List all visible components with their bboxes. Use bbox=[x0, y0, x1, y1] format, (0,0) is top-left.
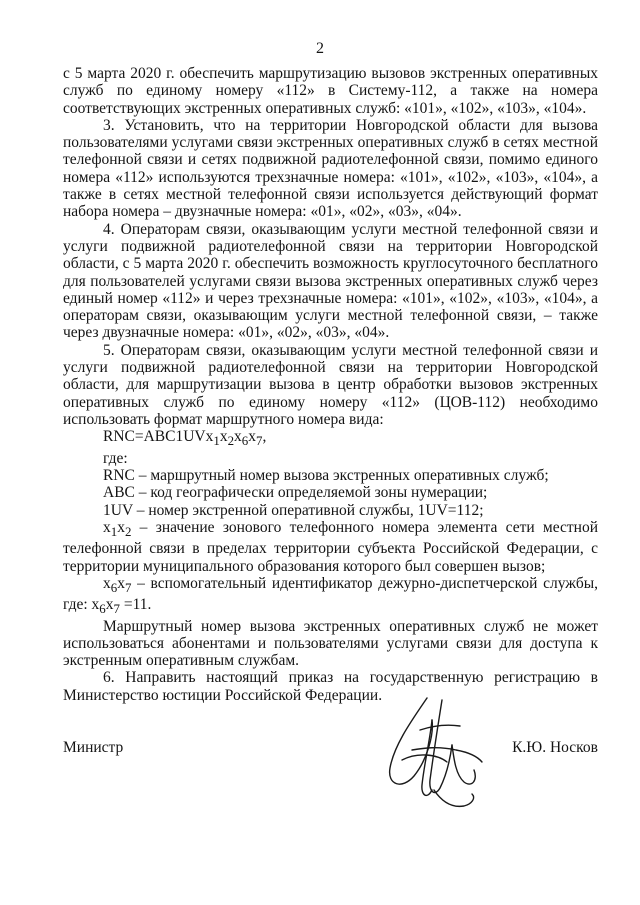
formula-prefix: RNC=ABC1UV bbox=[103, 428, 206, 446]
paragraph-continuation: с 5 марта 2020 г. обеспечить маршрутизацию вызовов экстренных оперативных служб по единому номеру «112» в Систему-112, а также на номера соответствующих экстренных оперативных служб: «101», «102», «103», «104». bbox=[63, 65, 598, 117]
paragraph-3: 3. Установить, что на территории Новгородской области для вызова пользователями услугами связи экстренных оперативных служб в сетях местной телефонной связи и сетях подвижной радиотелефонной связи, помимо единого номера «112» используются трехзначные номера: «101», «102», «103», «104», а также в сетях местной телефонной связи используется действующий формат набора номера – двузначные номера: «01», «02», «03», «04». bbox=[63, 116, 598, 221]
def-x6x7-text: – вспомогательный идентификатор дежурно-диспетчерской службы, где: bbox=[63, 574, 598, 614]
formula-sub-7: 7 bbox=[255, 433, 263, 449]
def-x1: x bbox=[103, 518, 111, 536]
routing-number-formula bbox=[63, 428, 598, 449]
paragraph-routing-note: Маршрутный номер вызова экстренных оперативных служб не может использоваться абонентами и пользователями услугами связи для доступа к экстренным оперативным службам. bbox=[63, 617, 598, 670]
def-sub-2: 2 bbox=[124, 523, 132, 539]
def-x7: x bbox=[117, 574, 125, 592]
def-x2: x bbox=[117, 518, 125, 536]
formula-sub-6: 6 bbox=[241, 433, 249, 449]
definition-x6x7 bbox=[63, 575, 598, 618]
def-x6-b: x bbox=[91, 596, 100, 614]
formula-sub-2: 2 bbox=[227, 433, 235, 449]
def-sub-1: 1 bbox=[110, 523, 118, 539]
paragraph-5: 5. Операторам связи, оказывающим услуги местной телефонной связи и услуги подвижной радиотелефонной связи на территории Новгородской области, для маршрутизации вызова в центр обработки вызовов экстренных оперативных служб по единому номеру «112» (ЦОВ-112) необходимо использовать формат маршрутного номера вида: bbox=[63, 341, 598, 428]
def-sub-6-b: 6 bbox=[99, 601, 106, 617]
formula-x2: x bbox=[219, 428, 228, 446]
def-sub-6: 6 bbox=[110, 579, 118, 595]
formula-x7: x bbox=[248, 428, 256, 446]
def-sub-7: 7 bbox=[124, 579, 132, 595]
def-x1x2-text: – значение зонового телефонного номера элемента сети местной телефонной связи в пределах территории субъекта Российской Федерации, с территории муниципального образования которого был совершен вызов; bbox=[63, 518, 598, 575]
handwritten-signature bbox=[372, 690, 492, 815]
document-body bbox=[63, 65, 598, 704]
definition-1uv: 1UV – номер экстренной оперативной службы, 1UV=112; bbox=[103, 501, 484, 519]
definition-rnc: RNC – маршрутный номер вызова экстренных оперативных служб; bbox=[103, 466, 549, 484]
definition-abc: ABC – код географически определяемой зоны нумерации; bbox=[103, 484, 488, 502]
formula-x6: x bbox=[234, 428, 242, 446]
page-number: 2 bbox=[316, 40, 324, 57]
signer-title: Министр bbox=[63, 739, 124, 756]
def-x6: x bbox=[103, 574, 111, 592]
def-sub-7-b: 7 bbox=[113, 601, 120, 617]
paragraph-4: 4. Операторам связи, оказывающим услуги местной телефонной связи и услуги подвижной радиотелефонной связи на территории Новгородской области, с 5 марта 2020 г. обеспечить возможность круглосуточного бесплатного для пользователей услугами связи вызова экстренных оперативных служб через единый номер «112» и через трехзначные номера: «101», «102», «103», «104», а операторам связи, оказывающим услуги местной телефонной связи, – также через двузначные номера: «01», «02», «03», «04». bbox=[63, 220, 598, 342]
formula-x1: x bbox=[205, 428, 214, 446]
paragraph-6: 6. Направить настоящий приказ на государственную регистрацию в Министерство юстиции Российской Федерации. bbox=[63, 669, 598, 704]
formula-suffix: , bbox=[262, 428, 267, 446]
where-label: где: bbox=[103, 449, 128, 467]
def-x7-b: x bbox=[105, 596, 114, 614]
formula-sub-1: 1 bbox=[213, 433, 220, 449]
definition-x1x2 bbox=[63, 519, 598, 575]
signer-name: К.Ю. Носков bbox=[512, 739, 598, 756]
def-x6x7-tail: =11. bbox=[119, 596, 152, 614]
